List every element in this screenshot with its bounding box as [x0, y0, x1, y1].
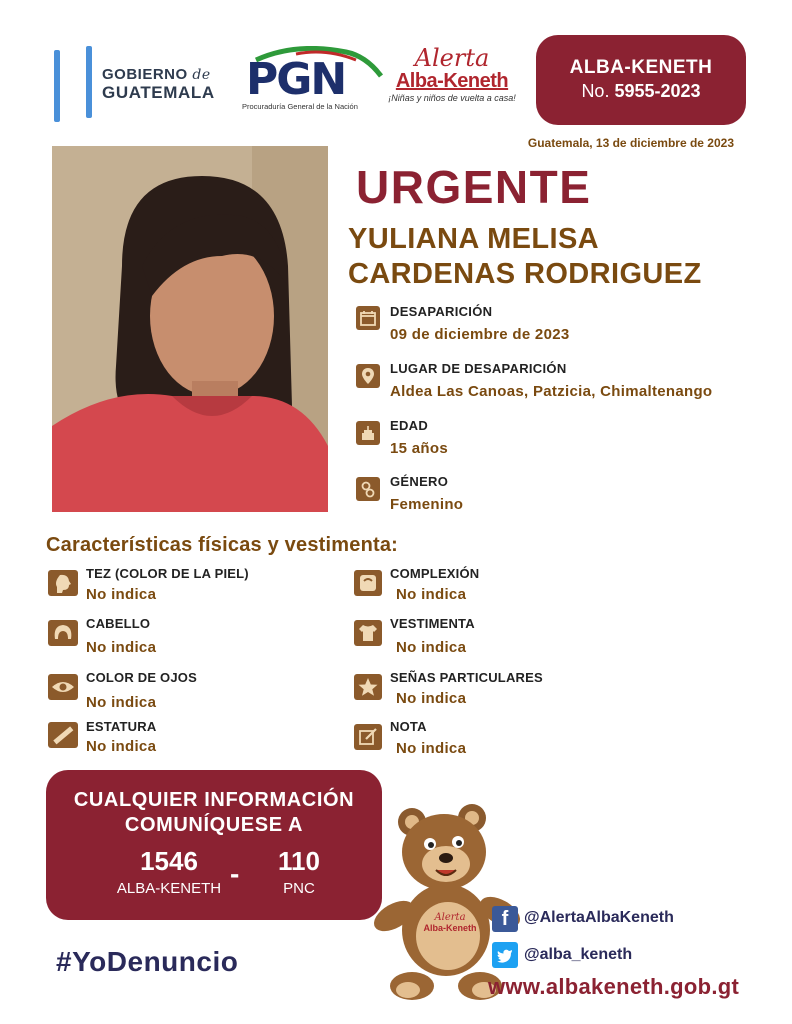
- face-profile-icon: [48, 570, 78, 596]
- char-value-estatura: No indica: [86, 738, 157, 755]
- char-label-estatura: ESTATURA: [86, 719, 157, 734]
- twitter-icon[interactable]: [492, 942, 518, 968]
- detail-value-lugar: Aldea Las Canoas, Patzicia, Chimaltenango: [390, 383, 713, 400]
- location-pin-icon: [356, 364, 380, 388]
- char-value-complexion: No indica: [396, 586, 467, 603]
- char-value-senas: No indica: [396, 690, 467, 707]
- case-number-box: [536, 35, 746, 125]
- alerta-logo: [386, 46, 518, 116]
- detail-label-desaparicion: DESAPARICIÓN: [390, 304, 493, 319]
- birthday-cake-icon: [356, 421, 380, 445]
- case-prefix: No.: [581, 81, 610, 101]
- bear-badge: [418, 912, 482, 934]
- urgent-label: URGENTE: [356, 161, 592, 213]
- pgn-text: PGN: [246, 54, 346, 105]
- alerta-tagline: ¡Niñas y niños de vuelta a casa!: [388, 93, 516, 103]
- contact-box: [46, 770, 382, 920]
- calendar-icon: [356, 306, 380, 330]
- gobierno-bar-right: [86, 46, 92, 118]
- detail-label-genero: GÉNERO: [390, 474, 449, 489]
- contact-number-alba-keneth[interactable]: 1546: [140, 846, 198, 876]
- gobierno-text: [102, 66, 215, 101]
- scale-icon: [354, 570, 382, 596]
- facebook-icon[interactable]: f: [492, 906, 518, 932]
- hashtag: #YoDenuncio: [56, 946, 239, 977]
- gobierno-bar-left: [54, 50, 60, 122]
- char-label-nota: NOTA: [390, 719, 427, 734]
- bear-badge-line1: Alerta: [434, 912, 466, 923]
- contact-title-line1: CUALQUIER INFORMACIÓN: [73, 789, 355, 811]
- case-number: 5955-2023: [614, 81, 701, 101]
- detail-value-desaparicion: 09 de diciembre de 2023: [390, 326, 570, 343]
- missing-person-photo: [52, 146, 328, 512]
- char-value-tez: No indica: [86, 586, 157, 603]
- case-title: ALBA-KENETH: [569, 57, 713, 78]
- contact-separator: -: [230, 858, 240, 889]
- char-label-ojos: COLOR DE OJOS: [86, 670, 197, 685]
- eye-icon: [48, 674, 78, 700]
- char-value-ojos: No indica: [86, 694, 157, 711]
- pgn-subtitle: Procuraduría General de la Nación: [242, 102, 358, 111]
- bear-badge-line2: Alba-Keneth: [423, 923, 477, 933]
- char-label-cabello: CABELLO: [86, 616, 151, 631]
- characteristics-title: Características físicas y vestimenta:: [46, 534, 399, 556]
- shirt-icon: [354, 620, 382, 646]
- detail-label-lugar: LUGAR DE DESAPARICIÓN: [390, 361, 567, 376]
- detail-value-edad: 15 años: [390, 440, 448, 457]
- twitter-handle[interactable]: @alba_keneth: [524, 946, 633, 963]
- contact-number-pnc[interactable]: 110: [278, 846, 320, 876]
- person-name: [348, 222, 702, 292]
- char-label-tez: TEZ (COLOR DE LA PIEL): [86, 566, 249, 581]
- gobierno-line2: GUATEMALA: [102, 83, 215, 102]
- contact-number-pnc-label: PNC: [283, 880, 315, 897]
- contact-number-alba-keneth-label: ALBA-KENETH: [116, 880, 222, 897]
- char-value-nota: No indica: [396, 740, 467, 757]
- char-label-complexion: COMPLEXIÓN: [390, 566, 480, 581]
- char-label-vestimenta: VESTIMENTA: [390, 616, 475, 631]
- alerta-line2: Alba-Keneth: [395, 70, 509, 92]
- char-value-vestimenta: No indica: [396, 639, 467, 656]
- person-name-line1: YULIANA MELISA: [348, 223, 600, 255]
- gender-icon: [356, 477, 380, 501]
- char-value-cabello: No indica: [86, 639, 157, 656]
- char-label-senas: SEÑAS PARTICULARES: [390, 670, 543, 685]
- gobierno-de: de: [192, 67, 211, 83]
- ruler-icon: [48, 722, 78, 748]
- gobierno-line1: GOBIERNO: [102, 66, 188, 83]
- detail-value-genero: Femenino: [390, 496, 464, 513]
- contact-title-line2: COMUNÍQUESE A: [124, 814, 304, 836]
- facebook-handle[interactable]: @AlertaAlbaKeneth: [524, 909, 674, 926]
- star-icon: [354, 674, 382, 700]
- alerta-line1: Alerta: [414, 44, 490, 72]
- website-link[interactable]: www.albakeneth.gob.gt: [488, 974, 740, 999]
- detail-label-edad: EDAD: [390, 418, 429, 433]
- hair-icon: [48, 620, 78, 646]
- pgn-logo: [236, 46, 386, 116]
- person-name-line2: CARDENAS RODRIGUEZ: [348, 258, 702, 290]
- portrait-illustration: [52, 146, 328, 512]
- edit-note-icon: [354, 724, 382, 750]
- date-line: Guatemala, 13 de diciembre de 2023: [527, 136, 734, 150]
